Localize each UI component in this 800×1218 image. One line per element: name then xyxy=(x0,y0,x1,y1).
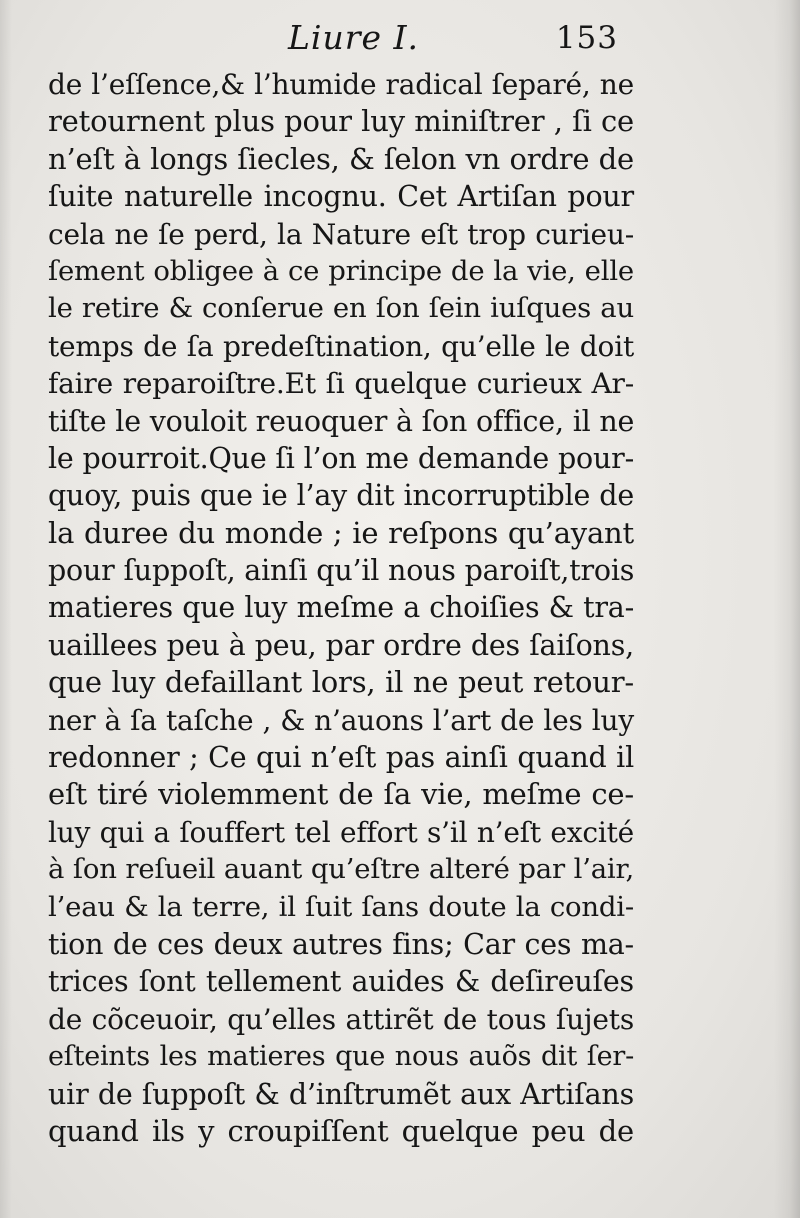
text-line: pour ſuppoſt, ainſi qu’il nous paroiſt,trois xyxy=(48,554,635,588)
text-line: uir de ſuppoſt & d’inſtrumẽt aux Artiſans xyxy=(48,1077,634,1111)
text-line: retournent plus pour luy miniſtrer , ſi ce xyxy=(48,104,634,139)
page-gutter-shadow xyxy=(0,0,12,1218)
text-line: de cõceuoir, qu’elles attirẽt de tous ſujets xyxy=(48,1002,634,1036)
text-line: quoy, puis que ie l’ay dit incorruptible de xyxy=(48,479,634,513)
text-line: redonner ; Ce qui n’eſt pas ainſi quand il xyxy=(48,741,634,775)
body-text xyxy=(48,66,634,1150)
text-line: l’eau & la terre, il ſuit ſans doute la condi- xyxy=(48,890,634,923)
text-line: eſteints les matieres que nous auõs dit ſer- xyxy=(48,1041,634,1073)
text-line: uaillees peu à peu, par ordre des ſaiſons, xyxy=(48,628,634,662)
text-line: quand ils y croupiſſent quelque peu de xyxy=(48,1113,634,1148)
page-edge-shadow xyxy=(774,0,800,1218)
text-line: ner à ſa taſche , & n’auons l’art de les luy xyxy=(48,703,634,737)
text-line: matieres que luy meſme a choiſies & tra- xyxy=(48,591,634,625)
text-line: de l’eſſence,& l’humide radical ſeparé, ne xyxy=(48,68,634,101)
running-title: Liure I. xyxy=(288,18,420,57)
page-number: 153 xyxy=(555,20,618,56)
text-line: n’eſt à longs ſiecles, & ſelon vn ordre de xyxy=(48,141,634,176)
text-line: ſement obligee à ce principe de la vie, elle xyxy=(48,254,634,287)
text-line: trices ſont tellement auides & deſireuſes xyxy=(48,965,634,999)
text-line: cela ne ſe perd, la Nature eſt trop curieu- xyxy=(48,217,634,251)
text-line: eſt tiré violemment de ſa vie, meſme ce- xyxy=(48,777,634,812)
text-line: tiſte le vouloit reuoquer à ſon office, il ne xyxy=(48,404,635,438)
text-line: à ſon reſueil auant qu’eſtre alteré par l’air, xyxy=(48,853,634,886)
text-line: ſuite naturelle incognu. Cet Artiſan pour xyxy=(48,180,634,214)
text-line: tion de ces deux autres fins; Car ces ma- xyxy=(48,927,634,961)
text-line: que luy defaillant lors, il ne peut retour- xyxy=(48,665,634,700)
text-line: le pourroit.Que ſi l’on me demande pour- xyxy=(48,441,634,475)
text-line: temps de ſa predeſtination, qu’elle le doit xyxy=(48,329,634,363)
running-head xyxy=(48,14,632,60)
text-line: la duree du monde ; ie reſpons qu’ayant xyxy=(48,515,634,550)
text-line: le retire & conſerue en ſon ſein iuſques au xyxy=(48,292,634,325)
text-line: luy qui a ſouffert tel effort s’il n’eſt excité xyxy=(48,815,634,849)
text-line: faire reparoiſtre.Et ſi quelque curieux Ar- xyxy=(48,367,634,401)
